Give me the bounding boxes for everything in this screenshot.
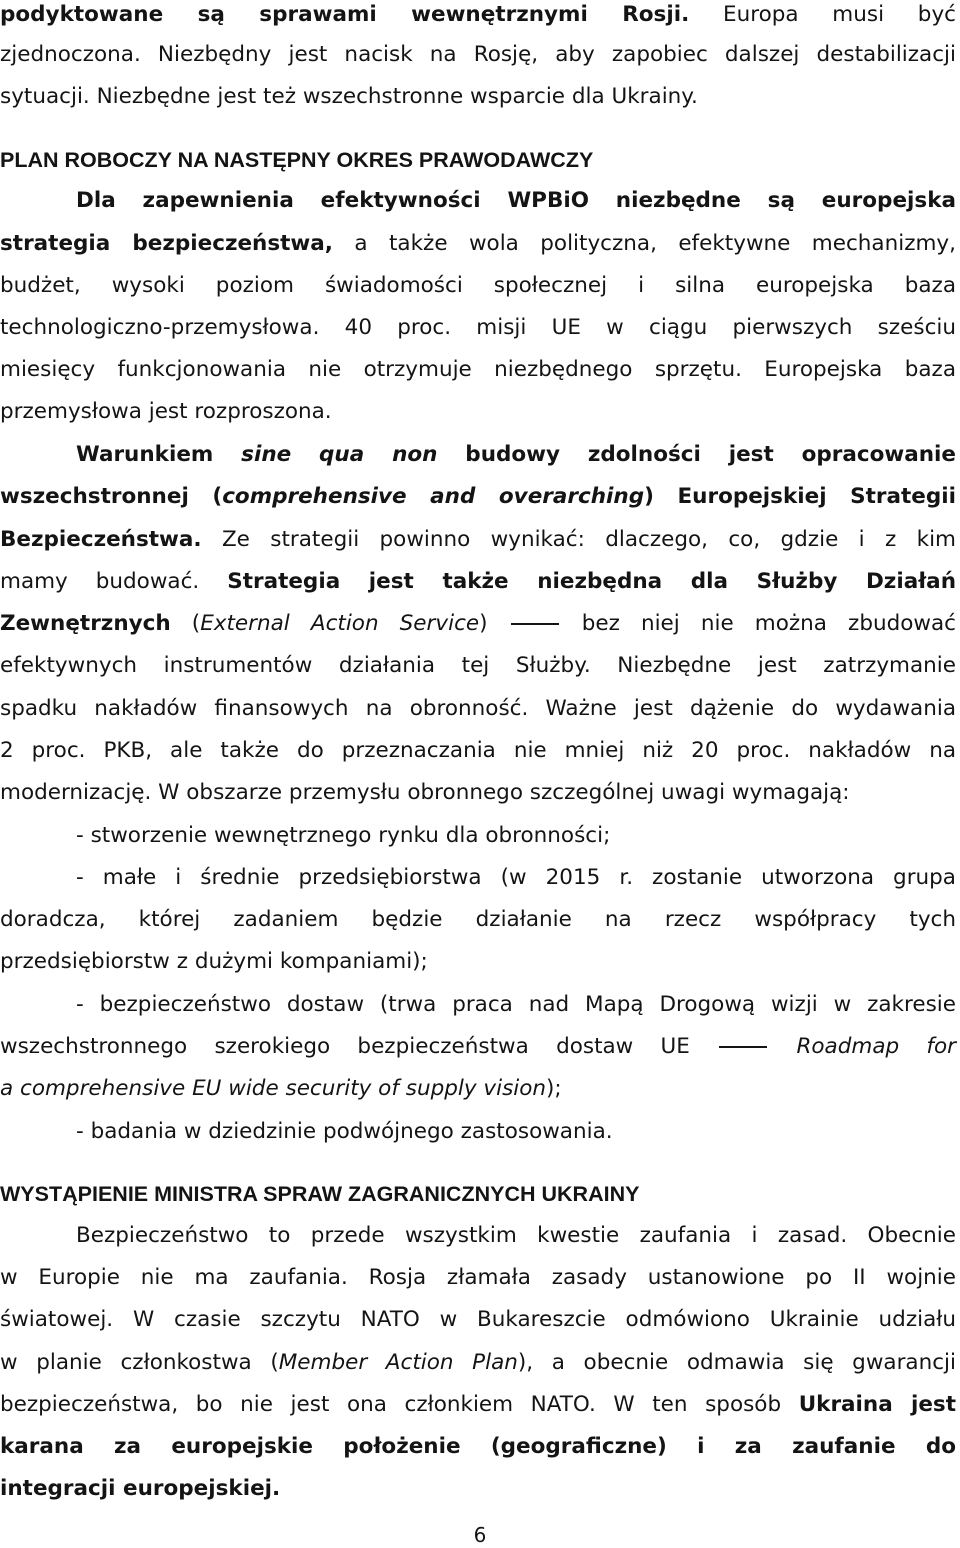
text: Europa musi być xyxy=(689,2,956,27)
page-number: 6 xyxy=(473,1523,487,1547)
em-dash xyxy=(719,1046,767,1048)
text-line xyxy=(0,440,956,470)
text-line xyxy=(0,567,956,597)
text-line xyxy=(0,609,956,639)
italic-text: Roadmap for xyxy=(796,1034,956,1059)
text-line: 2 proc. PKB, ale także do przeznaczania nie mniej niż 20 proc. nakładów na xyxy=(0,738,956,763)
italic-text: comprehensive and overarching xyxy=(222,484,645,509)
text: ( xyxy=(170,611,201,636)
section-heading-ukraine: WYSTĄPIENIE MINISTRA SPRAW ZAGRANICZNYCH UKRAINY xyxy=(0,1182,640,1206)
text-line xyxy=(0,0,956,30)
bold-text: Warunkiem xyxy=(76,442,242,467)
italic-text: External Action Service xyxy=(200,611,480,636)
text: a także wola polityczna, efektywne mechanizmy, xyxy=(332,231,956,256)
bold-text: Bezpieczeństwa. xyxy=(0,527,202,552)
section-heading-plan: PLAN ROBOCZY NA NASTĘPNY OKRES PRAWODAWCZY xyxy=(0,148,594,172)
text: Ze strategii powinno wynikać: dlaczego, co, gdzie i z kim xyxy=(201,527,956,552)
text: ), a obecnie odmawia się gwarancji xyxy=(517,1350,956,1375)
text: ) xyxy=(479,611,488,636)
text-line xyxy=(0,1074,956,1104)
text-line xyxy=(0,229,956,259)
text-line: integracji europejskiej. xyxy=(0,1476,281,1501)
text-line: zjednoczona. Niezbędny jest nacisk na Rosję, aby zapobiec dalszej destabilizacji xyxy=(0,42,956,67)
list-item: - badania w dziedzinie podwójnego zastosowania. xyxy=(76,1119,613,1144)
text: bez niej nie można zbudować xyxy=(581,611,956,636)
text-line xyxy=(0,525,956,555)
text-line: sytuacji. Niezbędne jest też wszechstronne wsparcie dla Ukrainy. xyxy=(0,84,698,109)
text-line: spadku nakładów finansowych na obronność. Ważne jest dążenie do wydawania xyxy=(0,696,956,721)
text: ); xyxy=(546,1076,562,1101)
text-line xyxy=(0,482,956,512)
bold-text: strategia bezpieczeństwa, xyxy=(0,231,333,256)
text-line: efektywnych instrumentów działania tej Służby. Niezbędne jest zatrzymanie xyxy=(0,653,956,678)
italic-text: a comprehensive EU wide security of supply vision xyxy=(0,1076,547,1101)
text-line: w Europie nie ma zaufania. Rosja złamała zasady ustanowione po II wojnie xyxy=(0,1265,956,1290)
list-item: - małe i średnie przedsiębiorstwa (w 2015 r. zostanie utworzona grupa xyxy=(76,865,956,890)
text-line: światowej. W czasie szczytu NATO w Bukareszcie odmówiono Ukrainie udziału xyxy=(0,1307,956,1332)
text-line: Bezpieczeństwo to przede wszystkim kwestie zaufania i zasad. Obecnie xyxy=(76,1223,956,1248)
bold-text: ) Europejskiej Strategii xyxy=(644,484,956,509)
italic-text: Member Action Plan xyxy=(278,1350,518,1375)
text-line: miesięcy funkcjonowania nie otrzymuje niezbędnego sprzętu. Europejska baza xyxy=(0,357,956,382)
text: bezpieczeństwa, bo nie jest ona członkiem NATO. W ten sposób xyxy=(0,1392,799,1417)
bold-text: Zewnętrznych xyxy=(0,611,171,636)
bold-text: podyktowane są sprawami wewnętrznymi Rosji. xyxy=(0,2,690,27)
text-line xyxy=(0,1032,956,1062)
text-line: budżet, wysoki poziom świadomości społecznej i silna europejska baza xyxy=(0,273,956,298)
text-line xyxy=(0,1390,956,1420)
italic-text: sine qua non xyxy=(241,442,438,467)
list-item: - bezpieczeństwo dostaw (trwa praca nad Mapą Drogową wizji w zakresie xyxy=(76,992,956,1017)
text-line: karana za europejskie położenie (geograficzne) i za zaufanie do xyxy=(0,1434,956,1459)
bold-text: Strategia jest także niezbędna dla Służby Działań xyxy=(227,569,956,594)
em-dash xyxy=(511,623,559,625)
text-line: przemysłowa jest rozproszona. xyxy=(0,399,332,424)
text: wszechstronnego szerokiego bezpieczeństwa dostaw UE xyxy=(0,1034,690,1059)
text: mamy budować. xyxy=(0,569,228,594)
bold-text: budowy zdolności jest opracowanie xyxy=(437,442,956,467)
bold-text: wszechstronnej ( xyxy=(0,484,223,509)
text: w planie członkostwa ( xyxy=(0,1350,279,1375)
bold-text: Ukraina jest xyxy=(798,1392,956,1417)
text-line: doradcza, której zadaniem będzie działanie na rzecz współpracy tych xyxy=(0,907,956,932)
text-line: Dla zapewnienia efektywności WPBiO niezbędne są europejska xyxy=(76,188,956,213)
text-line: przedsiębiorstw z dużymi kompaniami); xyxy=(0,949,428,974)
list-item: - stworzenie wewnętrznego rynku dla obronności; xyxy=(76,823,611,848)
text-line: technologiczno-przemysłowa. 40 proc. misji UE w ciągu pierwszych sześciu xyxy=(0,315,956,340)
text-line xyxy=(0,1348,956,1378)
text-line: modernizację. W obszarze przemysłu obronnego szczególnej uwagi wymagają: xyxy=(0,780,850,805)
